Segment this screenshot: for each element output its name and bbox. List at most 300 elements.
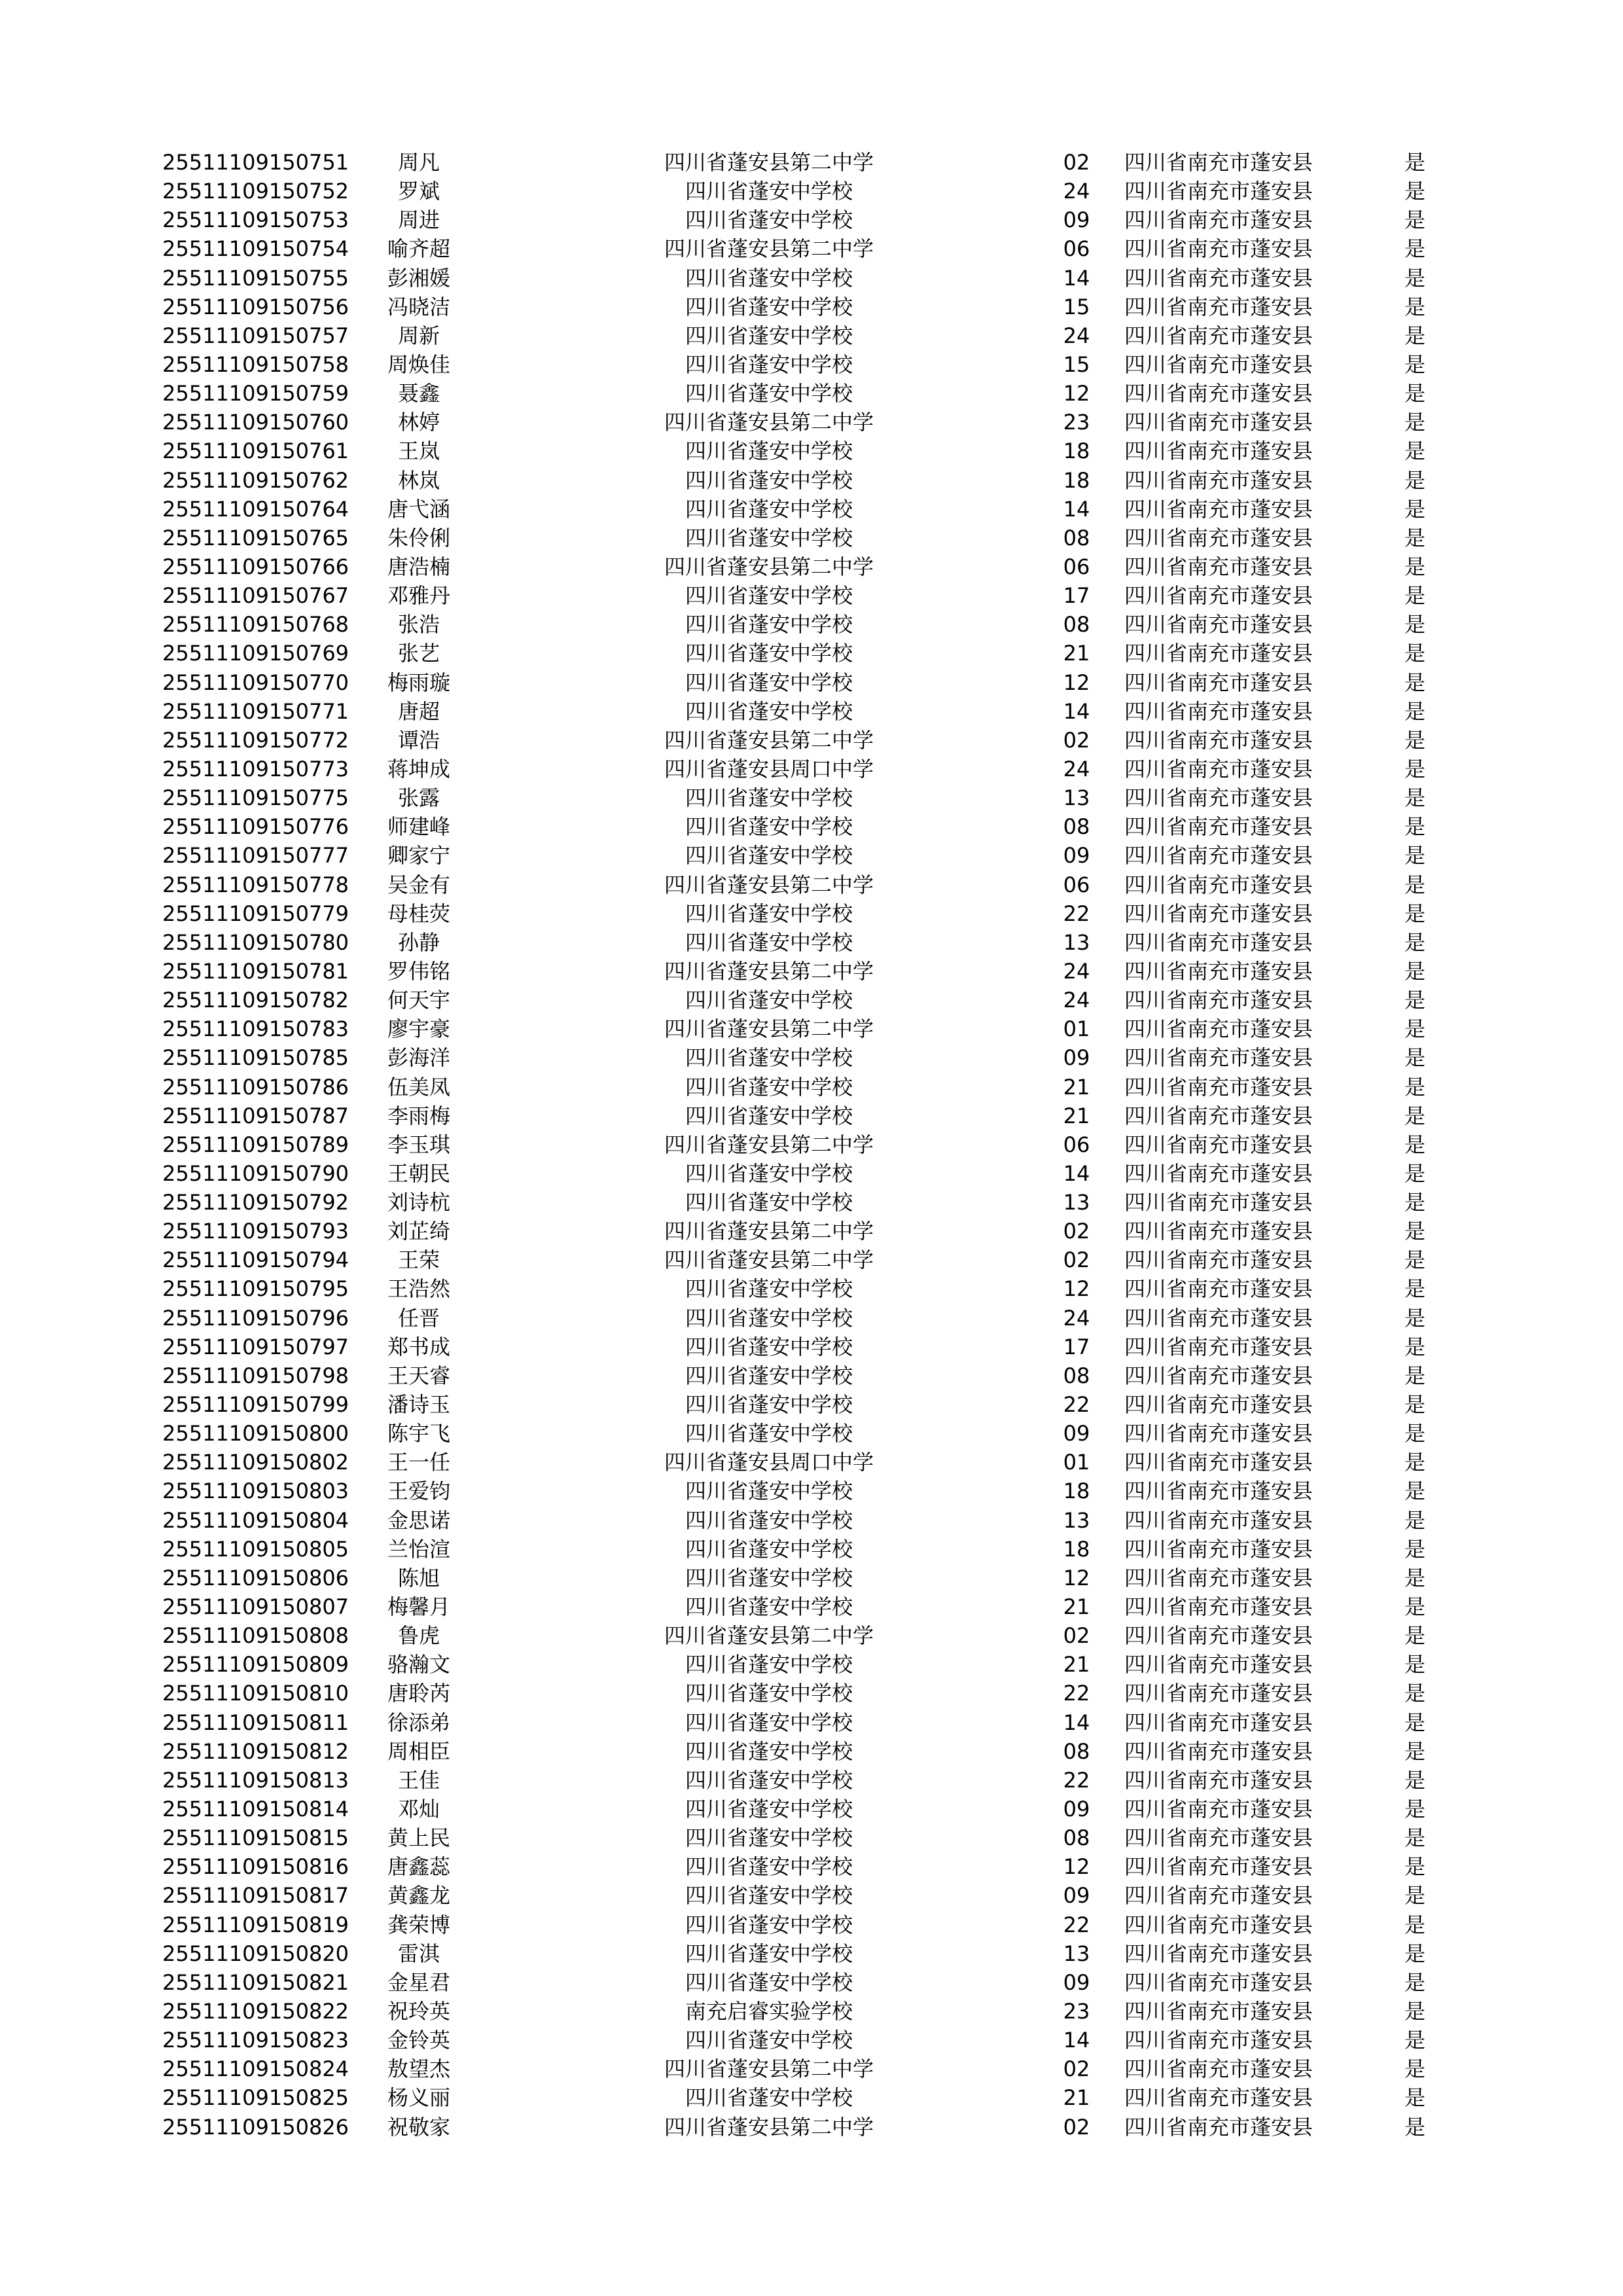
- student-name: 李雨梅: [387, 1103, 450, 1128]
- code: 06: [1063, 236, 1090, 262]
- flag: 是: [1404, 410, 1425, 435]
- table-row: [157, 1043, 1440, 1072]
- candidate-id: 25511109150758: [162, 351, 349, 377]
- region: 四川省南充市蓬安县: [1124, 1710, 1313, 1735]
- candidate-id: 25511109150806: [162, 1565, 349, 1590]
- code: 18: [1063, 439, 1090, 464]
- flag: 是: [1404, 756, 1425, 781]
- table-row: [157, 1419, 1440, 1448]
- code: 06: [1063, 554, 1090, 579]
- region: 四川省南充市蓬安县: [1124, 1160, 1313, 1186]
- student-name: 周凡: [397, 150, 440, 175]
- flag: 是: [1404, 1507, 1425, 1533]
- region: 四川省南充市蓬安县: [1124, 1247, 1313, 1273]
- region: 四川省南充市蓬安县: [1124, 1652, 1313, 1677]
- table-row: [157, 234, 1440, 263]
- code: 15: [1063, 294, 1090, 319]
- code: 12: [1063, 1565, 1090, 1590]
- candidate-id: 25511109150809: [162, 1652, 349, 1677]
- flag: 是: [1404, 988, 1425, 1013]
- region: 四川省南充市蓬安县: [1124, 381, 1313, 406]
- school-name: 四川省蓬安县周口中学: [664, 1450, 874, 1475]
- region: 四川省南充市蓬安县: [1124, 872, 1313, 897]
- flag: 是: [1404, 2028, 1425, 2053]
- student-name: 唐超: [397, 698, 440, 724]
- school-name: 四川省蓬安中学校: [685, 1276, 853, 1302]
- code: 18: [1063, 1536, 1090, 1562]
- table-row: [157, 1102, 1440, 1130]
- region: 四川省南充市蓬安县: [1124, 496, 1313, 522]
- code: 08: [1063, 612, 1090, 637]
- candidate-id: 25511109150794: [162, 1247, 349, 1273]
- table-row: [157, 639, 1440, 668]
- student-name: 母桂荧: [387, 901, 450, 926]
- flag: 是: [1404, 1305, 1425, 1331]
- candidate-id: 25511109150764: [162, 496, 349, 522]
- student-name: 林婷: [397, 410, 440, 435]
- candidate-id: 25511109150822: [162, 1999, 349, 2024]
- region: 四川省南充市蓬安县: [1124, 1969, 1313, 1995]
- region: 四川省南充市蓬安县: [1124, 1854, 1313, 1880]
- code: 12: [1063, 1854, 1090, 1880]
- region: 四川省南充市蓬安县: [1124, 467, 1313, 493]
- code: 24: [1063, 988, 1090, 1013]
- student-name: 王浩然: [387, 1276, 450, 1302]
- school-name: 南充启睿实验学校: [685, 1999, 853, 2024]
- candidate-id: 25511109150800: [162, 1421, 349, 1446]
- table-row: [157, 177, 1440, 206]
- flag: 是: [1404, 1219, 1425, 1244]
- code: 22: [1063, 1912, 1090, 1937]
- school-name: 四川省蓬安中学校: [685, 265, 853, 291]
- candidate-id: 25511109150785: [162, 1045, 349, 1071]
- candidate-id: 25511109150805: [162, 1536, 349, 1562]
- flag: 是: [1404, 1710, 1425, 1735]
- candidate-id: 25511109150802: [162, 1450, 349, 1475]
- region: 四川省南充市蓬安县: [1124, 727, 1313, 753]
- table-row: [157, 899, 1440, 928]
- school-name: 四川省蓬安中学校: [685, 1479, 853, 1504]
- candidate-id: 25511109150783: [162, 1016, 349, 1042]
- candidate-id: 25511109150768: [162, 612, 349, 637]
- code: 06: [1063, 872, 1090, 897]
- student-name: 伍美凤: [387, 1074, 450, 1100]
- region: 四川省南充市蓬安县: [1124, 814, 1313, 840]
- flag: 是: [1404, 179, 1425, 204]
- region: 四川省南充市蓬安县: [1124, 410, 1313, 435]
- region: 四川省南充市蓬安县: [1124, 265, 1313, 291]
- flag: 是: [1404, 1883, 1425, 1909]
- code: 13: [1063, 1941, 1090, 1966]
- region: 四川省南充市蓬安县: [1124, 2114, 1313, 2140]
- region: 四川省南充市蓬安县: [1124, 1276, 1313, 1302]
- candidate-id: 25511109150755: [162, 265, 349, 291]
- student-name: 梅雨璇: [387, 670, 450, 695]
- table-row: [157, 379, 1440, 408]
- candidate-id: 25511109150777: [162, 843, 349, 869]
- school-name: 四川省蓬安中学校: [685, 1969, 853, 1995]
- candidate-id: 25511109150760: [162, 410, 349, 435]
- school-name: 四川省蓬安中学校: [685, 698, 853, 724]
- table-row: [157, 1708, 1440, 1737]
- table-row: [157, 812, 1440, 841]
- region: 四川省南充市蓬安县: [1124, 323, 1313, 348]
- student-name: 郑书成: [387, 1334, 450, 1359]
- candidate-id: 25511109150790: [162, 1160, 349, 1186]
- region: 四川省南充市蓬安县: [1124, 1594, 1313, 1620]
- school-name: 四川省蓬安县第二中学: [664, 410, 874, 435]
- student-name: 金思诺: [387, 1507, 450, 1533]
- candidate-id: 25511109150754: [162, 236, 349, 262]
- region: 四川省南充市蓬安县: [1124, 1363, 1313, 1388]
- code: 23: [1063, 1999, 1090, 2024]
- flag: 是: [1404, 670, 1425, 695]
- code: 18: [1063, 1479, 1090, 1504]
- candidate-id: 25511109150786: [162, 1074, 349, 1100]
- flag: 是: [1404, 872, 1425, 897]
- code: 02: [1063, 727, 1090, 753]
- region: 四川省南充市蓬安县: [1124, 612, 1313, 637]
- student-name: 鲁虎: [397, 1623, 440, 1649]
- school-name: 四川省蓬安中学校: [685, 1334, 853, 1359]
- region: 四川省南充市蓬安县: [1124, 1912, 1313, 1937]
- candidate-id: 25511109150772: [162, 727, 349, 753]
- flag: 是: [1404, 1767, 1425, 1793]
- table-row: [157, 1274, 1440, 1303]
- flag: 是: [1404, 1334, 1425, 1359]
- school-name: 四川省蓬安中学校: [685, 670, 853, 695]
- region: 四川省南充市蓬安县: [1124, 1392, 1313, 1418]
- code: 12: [1063, 670, 1090, 695]
- student-name: 刘芷绮: [387, 1219, 450, 1244]
- candidate-id: 25511109150820: [162, 1941, 349, 1966]
- school-name: 四川省蓬安中学校: [685, 641, 853, 666]
- student-name: 李玉琪: [387, 1132, 450, 1157]
- student-name: 罗斌: [397, 179, 440, 204]
- table-row: [157, 1477, 1440, 1505]
- flag: 是: [1404, 612, 1425, 637]
- code: 21: [1063, 1074, 1090, 1100]
- candidate-id: 25511109150817: [162, 1883, 349, 1909]
- region: 四川省南充市蓬安县: [1124, 1190, 1313, 1215]
- code: 08: [1063, 525, 1090, 550]
- school-name: 四川省蓬安中学校: [685, 179, 853, 204]
- school-name: 四川省蓬安中学校: [685, 1305, 853, 1331]
- flag: 是: [1404, 1681, 1425, 1706]
- code: 08: [1063, 814, 1090, 840]
- flag: 是: [1404, 583, 1425, 609]
- school-name: 四川省蓬安中学校: [685, 525, 853, 550]
- school-name: 四川省蓬安中学校: [685, 207, 853, 233]
- candidate-id: 25511109150762: [162, 467, 349, 493]
- candidate-id: 25511109150766: [162, 554, 349, 579]
- table-row: [157, 986, 1440, 1014]
- region: 四川省南充市蓬安县: [1124, 1536, 1313, 1562]
- region: 四川省南充市蓬安县: [1124, 1305, 1313, 1331]
- region: 四川省南充市蓬安县: [1124, 236, 1313, 262]
- school-name: 四川省蓬安中学校: [685, 2085, 853, 2111]
- flag: 是: [1404, 1912, 1425, 1937]
- candidate-id: 25511109150814: [162, 1797, 349, 1822]
- candidate-id: 25511109150756: [162, 294, 349, 319]
- region: 四川省南充市蓬安县: [1124, 698, 1313, 724]
- table-row: [157, 928, 1440, 957]
- table-row: [157, 2054, 1440, 2083]
- school-name: 四川省蓬安县第二中学: [664, 1219, 874, 1244]
- student-name: 黄上民: [387, 1825, 450, 1851]
- code: 24: [1063, 958, 1090, 984]
- region: 四川省南充市蓬安县: [1124, 1681, 1313, 1706]
- student-name: 金铃英: [387, 2028, 450, 2053]
- table-row: [157, 264, 1440, 293]
- flag: 是: [1404, 641, 1425, 666]
- code: 22: [1063, 1767, 1090, 1793]
- table-row: [157, 552, 1440, 581]
- school-name: 四川省蓬安县第二中学: [664, 150, 874, 175]
- flag: 是: [1404, 727, 1425, 753]
- flag: 是: [1404, 496, 1425, 522]
- student-name: 蒋坤成: [387, 756, 450, 781]
- student-name: 周进: [397, 207, 440, 233]
- school-name: 四川省蓬安中学校: [685, 381, 853, 406]
- region: 四川省南充市蓬安县: [1124, 1767, 1313, 1793]
- flag: 是: [1404, 1363, 1425, 1388]
- school-name: 四川省蓬安中学校: [685, 1594, 853, 1620]
- code: 24: [1063, 323, 1090, 348]
- table-row: [157, 1939, 1440, 1968]
- school-name: 四川省蓬安中学校: [685, 1738, 853, 1764]
- region: 四川省南充市蓬安县: [1124, 1016, 1313, 1042]
- student-name: 廖宇豪: [387, 1016, 450, 1042]
- table-row: [157, 1679, 1440, 1708]
- candidate-id: 25511109150811: [162, 1710, 349, 1735]
- student-name: 王爱钧: [387, 1479, 450, 1504]
- student-name: 梅馨月: [387, 1594, 450, 1620]
- region: 四川省南充市蓬安县: [1124, 785, 1313, 811]
- table-row: [157, 466, 1440, 495]
- region: 四川省南充市蓬安县: [1124, 756, 1313, 781]
- student-name: 王朝民: [387, 1160, 450, 1186]
- flag: 是: [1404, 323, 1425, 348]
- flag: 是: [1404, 1160, 1425, 1186]
- school-name: 四川省蓬安中学校: [685, 929, 853, 955]
- school-name: 四川省蓬安县第二中学: [664, 727, 874, 753]
- student-name: 彭海洋: [387, 1045, 450, 1071]
- table-row: [157, 2083, 1440, 2112]
- table-row: [157, 726, 1440, 755]
- table-row: [157, 1592, 1440, 1621]
- school-name: 四川省蓬安中学校: [685, 901, 853, 926]
- school-name: 四川省蓬安县第二中学: [664, 1132, 874, 1157]
- candidate-id: 25511109150813: [162, 1767, 349, 1793]
- candidate-id: 25511109150807: [162, 1594, 349, 1620]
- student-name: 张露: [397, 785, 440, 811]
- candidate-id: 25511109150761: [162, 439, 349, 464]
- student-name: 聂鑫: [397, 381, 440, 406]
- student-name: 卿家宁: [387, 843, 450, 869]
- candidate-id: 25511109150752: [162, 179, 349, 204]
- candidate-id: 25511109150795: [162, 1276, 349, 1302]
- flag: 是: [1404, 1276, 1425, 1302]
- code: 06: [1063, 1132, 1090, 1157]
- flag: 是: [1404, 785, 1425, 811]
- table-row: [157, 668, 1440, 697]
- table-row: [157, 957, 1440, 986]
- region: 四川省南充市蓬安县: [1124, 1132, 1313, 1157]
- flag: 是: [1404, 1797, 1425, 1822]
- code: 01: [1063, 1016, 1090, 1042]
- table-row: [157, 1246, 1440, 1274]
- table-row: [157, 1130, 1440, 1159]
- student-name: 黄鑫龙: [387, 1883, 450, 1909]
- table-row: [157, 1333, 1440, 1361]
- school-name: 四川省蓬安中学校: [685, 1160, 853, 1186]
- candidate-id: 25511109150787: [162, 1103, 349, 1128]
- code: 17: [1063, 1334, 1090, 1359]
- school-name: 四川省蓬安中学校: [685, 1825, 853, 1851]
- code: 13: [1063, 1507, 1090, 1533]
- flag: 是: [1404, 814, 1425, 840]
- school-name: 四川省蓬安中学校: [685, 1363, 853, 1388]
- region: 四川省南充市蓬安县: [1124, 1479, 1313, 1504]
- student-name: 唐浩楠: [387, 554, 450, 579]
- code: 21: [1063, 641, 1090, 666]
- table-row: [157, 1881, 1440, 1910]
- school-name: 四川省蓬安中学校: [685, 1767, 853, 1793]
- flag: 是: [1404, 1854, 1425, 1880]
- school-name: 四川省蓬安中学校: [685, 1421, 853, 1446]
- student-name: 周相臣: [387, 1738, 450, 1764]
- flag: 是: [1404, 1623, 1425, 1649]
- student-name: 罗伟铭: [387, 958, 450, 984]
- code: 14: [1063, 1710, 1090, 1735]
- student-name: 龚荣博: [387, 1912, 450, 1937]
- table-row: [157, 2113, 1440, 2142]
- table-row: [157, 1304, 1440, 1333]
- table-row: [157, 1159, 1440, 1188]
- school-name: 四川省蓬安中学校: [685, 439, 853, 464]
- flag: 是: [1404, 1132, 1425, 1157]
- student-name: 孙静: [397, 929, 440, 955]
- table-row: [157, 841, 1440, 870]
- student-name: 雷淇: [397, 1941, 440, 1966]
- school-name: 四川省蓬安中学校: [685, 1190, 853, 1215]
- table-row: [157, 1073, 1440, 1102]
- flag: 是: [1404, 698, 1425, 724]
- student-name: 彭湘媛: [387, 265, 450, 291]
- flag: 是: [1404, 2085, 1425, 2111]
- candidate-id: 25511109150804: [162, 1507, 349, 1533]
- school-name: 四川省蓬安县第二中学: [664, 1247, 874, 1273]
- student-name: 喻齐超: [387, 236, 450, 262]
- region: 四川省南充市蓬安县: [1124, 1565, 1313, 1590]
- code: 09: [1063, 1045, 1090, 1071]
- school-name: 四川省蓬安中学校: [685, 1797, 853, 1822]
- student-name: 周焕佳: [387, 351, 450, 377]
- region: 四川省南充市蓬安县: [1124, 2028, 1313, 2053]
- candidate-id: 25511109150757: [162, 323, 349, 348]
- flag: 是: [1404, 1999, 1425, 2024]
- school-name: 四川省蓬安中学校: [685, 1883, 853, 1909]
- table-row: [157, 1910, 1440, 1939]
- table-row: [157, 1795, 1440, 1823]
- school-name: 四川省蓬安中学校: [685, 2028, 853, 2053]
- code: 21: [1063, 1103, 1090, 1128]
- flag: 是: [1404, 265, 1425, 291]
- code: 09: [1063, 1969, 1090, 1995]
- code: 02: [1063, 1219, 1090, 1244]
- code: 22: [1063, 1392, 1090, 1418]
- candidate-id: 25511109150797: [162, 1334, 349, 1359]
- candidate-id: 25511109150781: [162, 958, 349, 984]
- flag: 是: [1404, 1479, 1425, 1504]
- school-name: 四川省蓬安中学校: [685, 988, 853, 1013]
- flag: 是: [1404, 1074, 1425, 1100]
- student-name: 邓雅丹: [387, 583, 450, 609]
- flag: 是: [1404, 1392, 1425, 1418]
- region: 四川省南充市蓬安县: [1124, 207, 1313, 233]
- table-row: [157, 1188, 1440, 1217]
- table-row: [157, 2026, 1440, 2054]
- flag: 是: [1404, 1190, 1425, 1215]
- student-name: 陈宇飞: [387, 1421, 450, 1446]
- flag: 是: [1404, 207, 1425, 233]
- candidate-id: 25511109150751: [162, 150, 349, 175]
- student-name: 金星君: [387, 1969, 450, 1995]
- candidate-id: 25511109150770: [162, 670, 349, 695]
- region: 四川省南充市蓬安县: [1124, 1999, 1313, 2024]
- code: 02: [1063, 1623, 1090, 1649]
- flag: 是: [1404, 843, 1425, 869]
- region: 四川省南充市蓬安县: [1124, 1883, 1313, 1909]
- code: 21: [1063, 1652, 1090, 1677]
- table-row: [157, 148, 1440, 177]
- region: 四川省南充市蓬安县: [1124, 1074, 1313, 1100]
- code: 02: [1063, 2056, 1090, 2082]
- table-row: [157, 1361, 1440, 1390]
- region: 四川省南充市蓬安县: [1124, 1045, 1313, 1071]
- school-name: 四川省蓬安中学校: [685, 1565, 853, 1590]
- student-name: 吴金有: [387, 872, 450, 897]
- student-name: 王岚: [397, 439, 440, 464]
- table-row: [157, 1621, 1440, 1650]
- code: 18: [1063, 467, 1090, 493]
- flag: 是: [1404, 901, 1425, 926]
- candidate-id: 25511109150792: [162, 1190, 349, 1215]
- student-name: 陈旭: [397, 1565, 440, 1590]
- school-name: 四川省蓬安中学校: [685, 351, 853, 377]
- flag: 是: [1404, 294, 1425, 319]
- code: 14: [1063, 698, 1090, 724]
- candidate-id: 25511109150767: [162, 583, 349, 609]
- candidate-id: 25511109150816: [162, 1854, 349, 1880]
- table-row: [157, 1823, 1440, 1852]
- region: 四川省南充市蓬安县: [1124, 641, 1313, 666]
- table-row: [157, 755, 1440, 783]
- table-row: [157, 1390, 1440, 1419]
- candidate-id: 25511109150798: [162, 1363, 349, 1388]
- flag: 是: [1404, 929, 1425, 955]
- code: 08: [1063, 1825, 1090, 1851]
- school-name: 四川省蓬安中学校: [685, 1392, 853, 1418]
- region: 四川省南充市蓬安县: [1124, 525, 1313, 550]
- code: 08: [1063, 1738, 1090, 1764]
- school-name: 四川省蓬安中学校: [685, 843, 853, 869]
- code: 12: [1063, 381, 1090, 406]
- candidate-id: 25511109150782: [162, 988, 349, 1013]
- table-row: [157, 870, 1440, 899]
- code: 09: [1063, 1421, 1090, 1446]
